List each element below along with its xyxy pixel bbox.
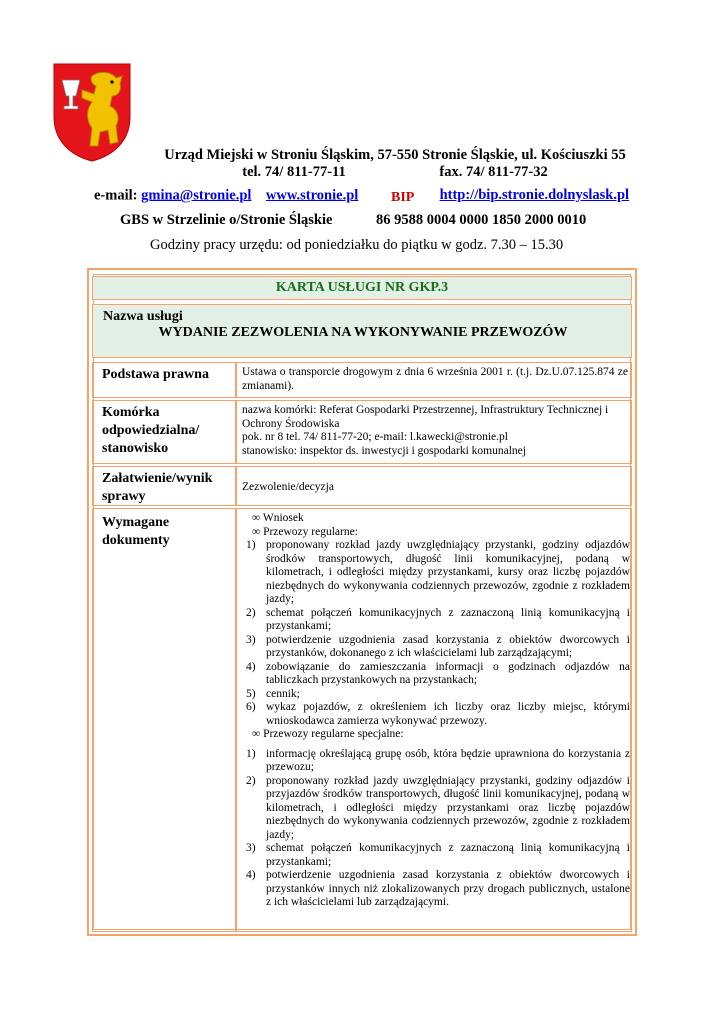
docs-list [246, 512, 630, 910]
list-item: 4) zobowiązanie do zamieszczania informacji o godzinach odjazdów na tabliczkach przystankowych na przystankach; [246, 660, 630, 686]
office-address: Urząd Miejski w Stroniu Śląskim, 57-550 Stronie Śląskie, ul. Kościuszki 55 [164, 147, 626, 163]
bip-link[interactable]: http://bip.stronie.dolnyslask.pl [439, 187, 630, 204]
list-item: 2) proponowany rozkład jazdy uwzględniający przystanki, godziny odjazdów i przyjazdów środków transportowych, długość linii komunikacyjnej, podaną w kilometrach, i odległości między przystankami oraz liczbę pojazdów niezbędnych do wykonywania codziennych przewozów, zgodnie z rozkładem jazdy; [246, 774, 630, 841]
list-item: 5) cennik; [246, 687, 300, 700]
bank-info [120, 212, 630, 229]
service-name-cell [92, 304, 632, 358]
unit-label: Komórka odpowiedzialna/ stanowisko [102, 405, 200, 456]
website-link[interactable]: www.stronie.pl [265, 187, 359, 204]
coat-of-arms-icon [52, 62, 132, 162]
office-phone: tel. 74/ 811-77-11 [242, 164, 346, 180]
docs-bullet-regular: ∞ Przewozy regularne: [252, 525, 358, 538]
docs-bullet-request: ∞ Wniosek [252, 512, 304, 524]
email-link[interactable]: gmina@stronie.pl [141, 187, 252, 204]
list-item: 6) wykaz pojazdów, z określeniem ich liczby oraz liczby miejsc, którymi wnioskodawca zamierza wykonywać przewozy. [246, 701, 630, 727]
list-item: 2) schemat połączeń komunikacyjnych z zaznaczoną linią komunikacyjną i przystankami; [246, 606, 630, 632]
list-item: 3) schemat połączeń komunikacyjnych z zaznaczoną linią komunikacyjną i przystankami; [246, 842, 630, 868]
list-item: 1) proponowany rozkład jazdy uwzględniający przystanki, godziny odjazdów środków transportowych, długość linii komunikacyjnej, podaną w kilometrach, i odległości między przystankami, kursy oraz liczbę pojazdów niezbędnych do wykonywania codziennych przewozów, zgodnie z rozkładem jazdy; [246, 539, 630, 605]
special-docs-list [246, 748, 630, 910]
unit-value [242, 404, 630, 458]
result-label: Załatwienie/wynik sprawy [102, 471, 213, 504]
office-phone-fax [150, 163, 640, 181]
legal-basis-value: Ustawa o transporcie drogowym z dnia 6 września 2001 r. (t.j. Dz.U.07.125.874 ze zmianami). [242, 366, 628, 392]
legal-basis-label: Podstawa prawna [102, 367, 209, 382]
card-title: KARTA USŁUGI NR GKP.3 [92, 276, 632, 300]
bip-logo-text: BIP [390, 190, 415, 205]
bip-logo-icon [390, 187, 420, 205]
office-fax: fax. 74/ 811-77-32 [439, 164, 548, 180]
unit-position: stanowisko: inspektor ds. inwestycji i gospodarki komunalnej [242, 444, 526, 457]
list-item: 3) potwierdzenie uzgodnienia zasad korzystania z obiektów dworcowych i przystanków, dokonanego z ich właścicielami lub zarządzającymi; [246, 633, 630, 659]
bank-account: 86 9588 0004 0000 1850 2000 0010 [376, 212, 587, 228]
bank-name: GBS w Strzelinie o/Stronie Śląskie [120, 212, 333, 228]
result-value: Zezwolenie/decyzja [242, 481, 334, 493]
list-item: 1) informację określającą grupę osób, która będzie uprawniona do korzystania z przewozu; [246, 747, 630, 773]
office-hours: Godziny pracy urzędu: od poniedziałku do piątku w godz. 7.30 – 15.30 [150, 237, 564, 253]
list-item: 4) potwierdzenie uzgodnienia zasad korzystania z obiektów dworcowych i przystanków innych niż zlokalizowanych przy drogach publicznych, ustalone z ich właścicielami lub zarządzającymi. [246, 869, 630, 908]
docs-bullet-special: ∞ Przewozy regularne specjalne: [252, 728, 404, 740]
service-name-label: Nazwa usługi [103, 309, 183, 324]
unit-contact: pok. nr 8 tel. 74/ 811-77-20; e-mail: l.kawecki@stronie.pl [242, 431, 508, 443]
service-name-value: WYDANIE ZEZWOLENIA NA WYKONYWANIE PRZEWOZÓW [158, 325, 568, 340]
docs-label-cell [92, 508, 236, 932]
unit-name: nazwa komórki: Referat Gospodarki Przestrzennej, Infrastruktury Technicznej i Ochrony Środowiska [242, 404, 609, 430]
docs-label: Wymagane dokumenty [102, 515, 170, 548]
contact-line [94, 187, 634, 205]
email-label: e-mail: [94, 187, 138, 204]
regular-docs-list [246, 539, 630, 728]
